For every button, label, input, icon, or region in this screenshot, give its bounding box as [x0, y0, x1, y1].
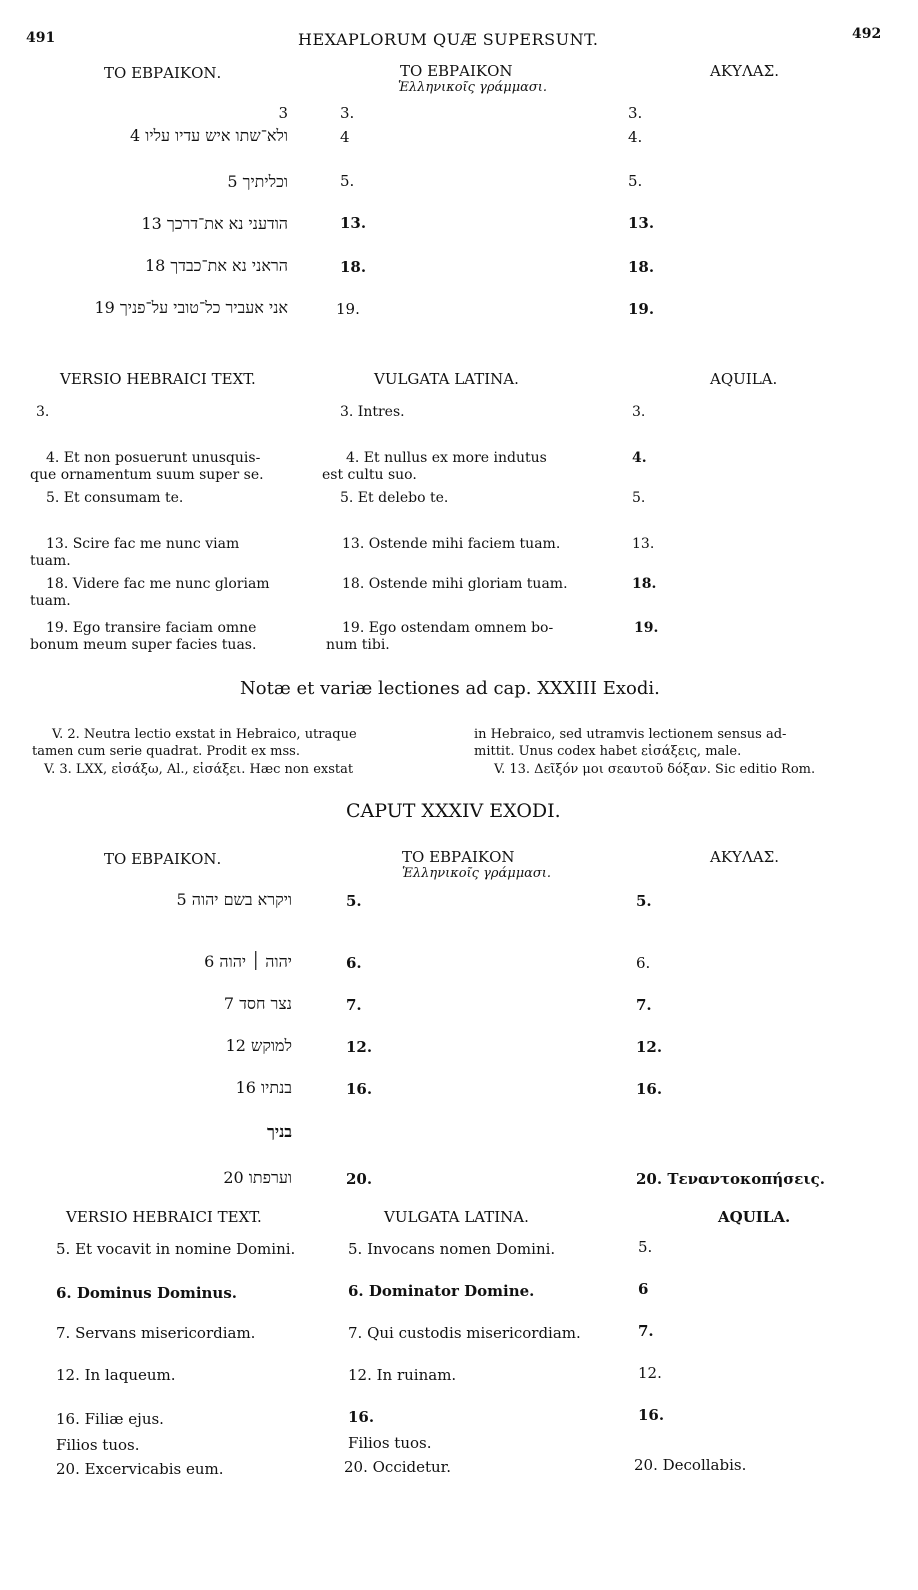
- chapter-title: CAPUT XXXIV EXODI.: [346, 800, 561, 822]
- aquila-line: 5.: [636, 892, 652, 910]
- note-line: in Hebraico, sed utramvis lectionem sensus ad-: [474, 727, 787, 742]
- hebrew-line: אני אעביר כל־טובי על־פניך 19: [94, 298, 288, 317]
- transliteration-line: 5.: [340, 172, 355, 190]
- column-header-aquila: ΑΚΥΛΑΣ.: [710, 848, 779, 866]
- note-line: tamen cum serie quadrat. Prodit ex mss.: [32, 744, 300, 759]
- vulgata-line-cont: est cultu suo.: [322, 467, 417, 483]
- hebrew-line: וכליתיך 5: [227, 172, 288, 191]
- versio-line: 20. Excervicabis eum.: [56, 1460, 224, 1478]
- aquila-line: 5.: [628, 172, 643, 190]
- column-header-aquila: AQUILA.: [718, 1208, 791, 1226]
- aquila-line: 5.: [638, 1238, 653, 1256]
- versio-line-cont: bonum meum super facies tuas.: [30, 637, 257, 653]
- aquila-line: 12.: [636, 1038, 663, 1056]
- vulgata-line: 20. Occidetur.: [344, 1458, 451, 1476]
- transliteration-line: 13.: [340, 214, 367, 232]
- note-line: V. 3. LXX, εἰσάξω, Al., εἰσάξει. Hæc non exstat: [44, 762, 354, 777]
- hebrew-line: הראני נא את־כבדך 18: [144, 256, 288, 275]
- vulgata-line: 18. Ostende mihi gloriam tuam.: [342, 576, 568, 592]
- running-title: HEXAPLORUM QUÆ SUPERSUNT.: [298, 30, 599, 49]
- aquila-line: 13.: [628, 214, 655, 232]
- versio-line: 6. Dominus Dominus.: [56, 1284, 238, 1302]
- hebrew-line: הודעני נא את־דרכך 13: [141, 214, 288, 233]
- aquila-line: 13.: [632, 536, 655, 552]
- transliteration-line: 7.: [346, 996, 362, 1014]
- transliteration-line: 6.: [346, 954, 362, 972]
- column-header-vulgata: VULGATA LATINA.: [384, 1208, 529, 1226]
- hebrew-line: ולא־שתו איש עדיו עליו 4: [129, 126, 288, 145]
- vulgata-line: 12. In ruinam.: [348, 1366, 457, 1384]
- vulgata-line: 16.: [348, 1408, 375, 1426]
- aquila-line: 4.: [632, 450, 647, 466]
- versio-line: 16. Filiæ ejus.: [56, 1410, 164, 1428]
- page-number-left: 491: [26, 30, 56, 46]
- versio-line-cont: tuam.: [30, 593, 71, 609]
- vulgata-line: 19. Ego ostendam omnem bo-: [342, 620, 554, 636]
- hebrew-line: למוקש 12: [225, 1036, 292, 1055]
- transliteration-line: 16.: [346, 1080, 373, 1098]
- note-line: V. 2. Neutra lectio exstat in Hebraico, utraque: [52, 727, 357, 742]
- hebrew-line: 3: [278, 104, 288, 122]
- aquila-line: 20. Decollabis.: [634, 1456, 747, 1474]
- aquila-line: 3.: [628, 104, 643, 122]
- column-header-vulgata: VULGATA LATINA.: [374, 370, 519, 388]
- aquila-line: 16.: [638, 1406, 665, 1424]
- vulgata-line: 5. Et delebo te.: [340, 490, 449, 506]
- aquila-line: 3.: [632, 404, 646, 420]
- hebrew-line: יהוה ׀ יהוה 6: [204, 952, 292, 971]
- column-header-aquila: AQUILA.: [710, 370, 778, 388]
- note-line: V. 13. Δεῖξόν μοι σεαυτοῦ δόξαν. Sic editio Rom.: [494, 762, 816, 777]
- aquila-line: 6.: [636, 954, 651, 972]
- vulgata-line: 4. Et nullus ex more indutus: [346, 450, 547, 466]
- aquila-line: 20. Τεναντοκοπήσεις.: [636, 1170, 825, 1188]
- versio-line: 7. Servans misericordiam.: [56, 1324, 256, 1342]
- vulgata-line-cont: num tibi.: [326, 637, 390, 653]
- transliteration-line: 20.: [346, 1170, 373, 1188]
- aquila-line: 5.: [632, 490, 646, 506]
- vulgata-line: 6. Dominator Domine.: [348, 1282, 535, 1300]
- hebrew-line: ויקרא בשם יהוה 5: [176, 890, 292, 909]
- vulgata-line: Filios tuos.: [348, 1434, 432, 1452]
- page-number-right: 492: [852, 26, 882, 42]
- vulgata-line: 7. Qui custodis misericordiam.: [348, 1324, 581, 1342]
- aquila-line: 4.: [628, 128, 643, 146]
- transliteration-line: 18.: [340, 258, 367, 276]
- hebrew-line: בניך: [267, 1122, 292, 1141]
- versio-line: 4. Et non posuerunt unusquis-: [46, 450, 261, 466]
- column-subheader: Ἑλληνικοῖς γράμμασι.: [398, 80, 548, 95]
- notes-title: Notæ et variæ lectiones ad cap. XXXIII Exodi.: [240, 678, 660, 699]
- transliteration-line: 19.: [336, 300, 360, 318]
- note-line: mittit. Unus codex habet εἰσάξεις, male.: [474, 744, 742, 759]
- versio-line: 13. Scire fac me nunc viam: [46, 536, 240, 552]
- versio-line: 12. In laqueum.: [56, 1366, 176, 1384]
- column-header-transliteration: ΤΟ ΕΒΡΑΙΚΟΝ: [402, 848, 515, 866]
- versio-line-cont: que ornamentum suum super se.: [30, 467, 264, 483]
- column-header-aquila: ΑΚΥΛΑΣ.: [710, 62, 779, 80]
- hebrew-line: בנתיו 16: [235, 1078, 292, 1097]
- versio-line: 18. Videre fac me nunc gloriam: [46, 576, 270, 592]
- aquila-line: 16.: [636, 1080, 663, 1098]
- transliteration-line: 5.: [346, 892, 362, 910]
- versio-line-cont: tuam.: [30, 553, 71, 569]
- aquila-line: 19.: [634, 620, 659, 636]
- column-header-transliteration: ΤΟ ΕΒΡΑΙΚΟΝ: [400, 62, 513, 80]
- column-header-hebrew: ΤΟ ΕΒΡΑΙΚΟΝ.: [104, 64, 222, 82]
- aquila-line: 19.: [628, 300, 655, 318]
- transliteration-line: 4: [340, 128, 350, 146]
- vulgata-line: 3. Intres.: [340, 404, 405, 420]
- transliteration-line: 3.: [340, 104, 355, 122]
- aquila-line: 6: [638, 1280, 649, 1298]
- versio-line: 5. Et vocavit in nomine Domini.: [56, 1240, 296, 1258]
- vulgata-line: 5. Invocans nomen Domini.: [348, 1240, 556, 1258]
- versio-line: 3.: [36, 404, 50, 420]
- aquila-line: 18.: [632, 576, 657, 592]
- aquila-line: 18.: [628, 258, 655, 276]
- versio-line: 19. Ego transire faciam omne: [46, 620, 257, 636]
- aquila-line: 7.: [638, 1322, 654, 1340]
- column-header-hebrew: ΤΟ ΕΒΡΑΙΚΟΝ.: [104, 850, 222, 868]
- versio-line: 5. Et consumam te.: [46, 490, 184, 506]
- column-subheader: Ἑλληνικοῖς γράμμασι.: [402, 866, 552, 881]
- hebrew-line: נצר חסד 7: [223, 994, 292, 1013]
- aquila-line: 7.: [636, 996, 652, 1014]
- versio-line: Filios tuos.: [56, 1436, 140, 1454]
- hebrew-line: וערפתו 20: [223, 1168, 292, 1187]
- transliteration-line: 12.: [346, 1038, 373, 1056]
- aquila-line: 12.: [638, 1364, 662, 1382]
- column-header-versio: VERSIO HEBRAICI TEXT.: [60, 370, 256, 388]
- column-header-versio: VERSIO HEBRAICI TEXT.: [66, 1208, 262, 1226]
- vulgata-line: 13. Ostende mihi faciem tuam.: [342, 536, 561, 552]
